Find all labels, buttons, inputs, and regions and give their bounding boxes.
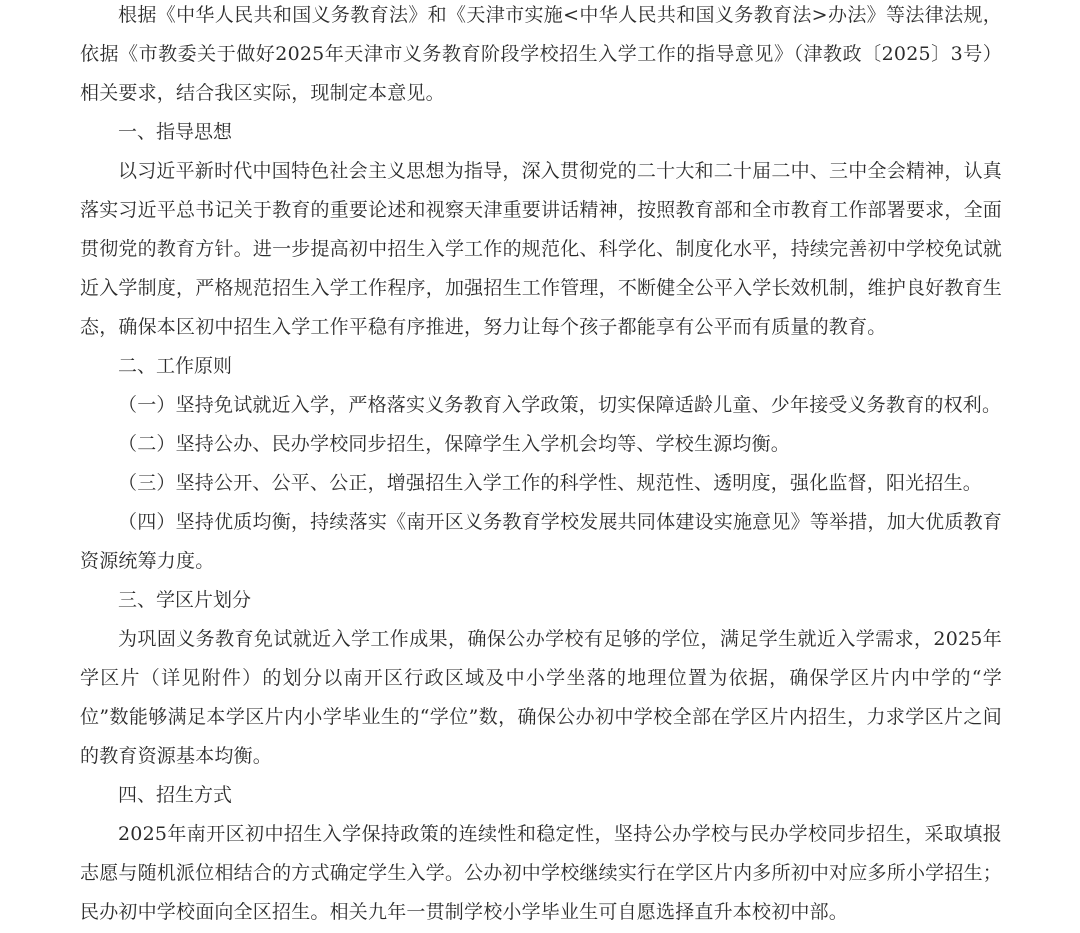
principle-item-3: （三）坚持公开、公平、公正，增强招生入学工作的科学性、规范性、透明度，强化监督，阳光招生。 [118,472,983,494]
principle-item-2: （二）坚持公办、民办学校同步招生，保障学生入学机会均等、学校生源均衡。 [118,433,791,455]
school-districts-paragraph: 为巩固义务教育免试就近入学工作成果，确保公办学校有足够的学位，满足学生就近入学需求，2025年学区片（详见附件）的划分以南开区行政区域及中小学坐落的地理位置为依据，确保学区片内中学的“学位”数能够满足本学区片内小学毕业生的“学位”数，确保公办初中学校全部在学区片内招生，力求学区片之间的教育资源基本均衡。 [80,628,1002,767]
principle-item-4: （四）坚持优质均衡，持续落实《南开区义务教育学校发展共同体建设实施意见》等举措，加大优质教育资源统筹力度。 [80,511,1002,572]
enrollment-method-paragraph: 2025年南开区初中招生入学保持政策的连续性和稳定性，坚持公办学校与民办学校同步招生，采取填报志愿与随机派位相结合的方式确定学生入学。公办初中学校继续实行在学区片内多所初中对应多所小学招生；民办初中学校面向全区招生。相关九年一贯制学校小学毕业生可自愿选择直升本校初中部。 [80,823,1002,923]
intro-paragraph: 根据《中华人民共和国义务教育法》和《天津市实施<中华人民共和国义务教育法>办法》等法律法规，依据《市教委关于做好2025年天津市义务教育阶段学校招生入学工作的指导意见》（津教政〔2025〕3号）相关要求，结合我区实际，现制定本意见。 [80,4,1002,104]
section-heading-work-principles: 二、工作原则 [118,355,233,377]
section-heading-enrollment-method: 四、招生方式 [118,784,233,806]
section-heading-school-districts: 三、学区片划分 [118,589,252,611]
principle-item-1: （一）坚持免试就近入学，严格落实义务教育入学政策，切实保障适龄儿童、少年接受义务教育的权利。 [118,394,1002,416]
guiding-ideology-paragraph: 以习近平新时代中国特色社会主义思想为指导，深入贯彻党的二十大和二十届二中、三中全会精神，认真落实习近平总书记关于教育的重要论述和视察天津重要讲话精神，按照教育部和全市教育工作部署要求，全面贯彻党的教育方针。进一步提高初中招生入学工作的规范化、科学化、制度化水平，持续完善初中学校免试就近入学制度，严格规范招生入学工作程序，加强招生工作管理，不断健全公平入学长效机制，维护良好教育生态，确保本区初中招生入学工作平稳有序推进，努力让每个孩子都能享有公平而有质量的教育。 [80,160,1002,338]
document-body [80,0,1002,932]
section-heading-guiding-ideology: 一、指导思想 [118,121,233,143]
